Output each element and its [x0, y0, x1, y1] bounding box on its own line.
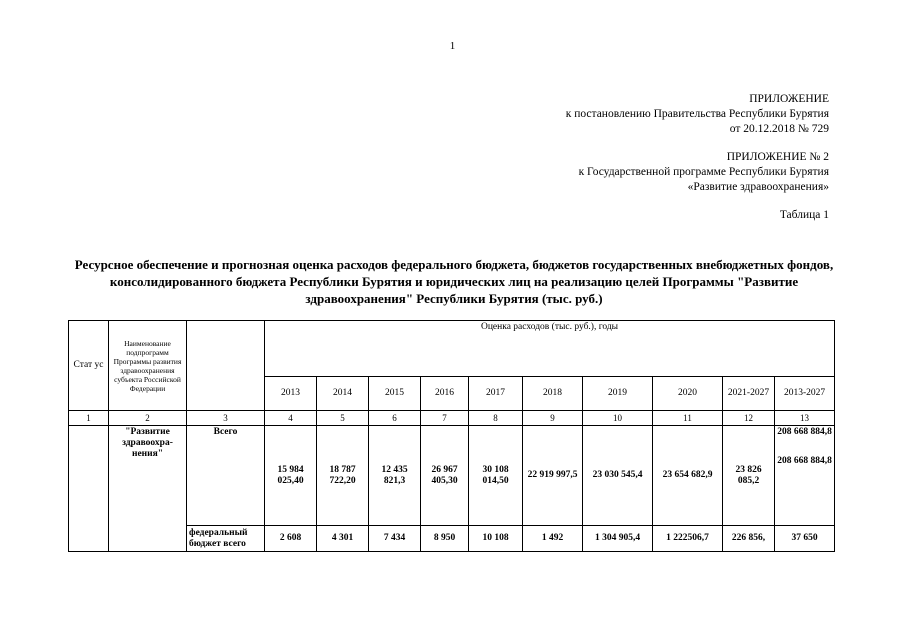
row-label-total: Всего [187, 426, 265, 526]
value-cell: 30 108 014,50 [469, 426, 523, 526]
appendix-decree-title: ПРИЛОЖЕНИЕ [749, 93, 829, 105]
value-cell: 23 826 085,2 [723, 426, 775, 526]
resource-table [68, 320, 835, 552]
value-cell: 26 967 405,30 [421, 426, 469, 526]
value-cell: 37 650 [775, 526, 835, 552]
value-cell: 23 654 682,9 [653, 426, 723, 526]
col-number: 8 [469, 411, 523, 426]
col-number: 6 [369, 411, 421, 426]
row-label-federal: федеральный бюджет всего [187, 526, 265, 552]
appendix-program [579, 150, 829, 195]
value-cell: 18 787 722,20 [317, 426, 369, 526]
page-number: 1 [449, 40, 456, 52]
col-number: 7 [421, 411, 469, 426]
value-cell: 226 856, [723, 526, 775, 552]
appendix-program-title: ПРИЛОЖЕНИЕ № 2 [726, 151, 829, 163]
year-cell: 2019 [583, 377, 653, 411]
col-number: 11 [653, 411, 723, 426]
appendix-decree-line1: к постановлению Правительства Республики Бурятия [565, 108, 829, 120]
document-title: Ресурсное обеспечение и прогнозная оценка расходов федерального бюджета, бюджетов государственных внебюджетных фондов, консолидированного бюджета Республики Бурятия и юридических лиц на реализацию целей Программы "Развитие здравоохранения" Республики Бурятия (тыс. руб.) [74, 257, 834, 306]
col-number: 2 [109, 411, 187, 426]
value-cell: 4 301 [317, 526, 369, 552]
col-number: 9 [523, 411, 583, 426]
header-blank [187, 321, 265, 411]
value-cell: 15 984 025,40 [265, 426, 317, 526]
total-value-a: 208 668 884,8 [777, 427, 832, 437]
value-cell: 1 222506,7 [653, 526, 723, 552]
col-number: 3 [187, 411, 265, 426]
value-total-cell [775, 426, 835, 526]
value-cell: 1 304 905,4 [583, 526, 653, 552]
value-cell: 1 492 [523, 526, 583, 552]
year-cell: 2016 [421, 377, 469, 411]
col-number: 10 [583, 411, 653, 426]
header-name: Наименование подпрограмм Программы развития здравоохранения субъекта Российской Федерации [109, 321, 187, 411]
appendix-program-line2: «Развитие здравоохранения» [687, 181, 829, 193]
value-cell: 8 950 [421, 526, 469, 552]
value-cell: 12 435 821,3 [369, 426, 421, 526]
col-number: 5 [317, 411, 369, 426]
appendix-decree [566, 92, 829, 137]
appendix-program-line1: к Государственной программе Республики Бурятия [578, 166, 829, 178]
value-cell: 2 608 [265, 526, 317, 552]
year-cell: 2017 [469, 377, 523, 411]
program-name: "Развитие здравоохра-нения" [109, 426, 187, 552]
table-row-total [69, 426, 835, 526]
year-cell: 2015 [369, 377, 421, 411]
status-cell [69, 426, 109, 552]
year-cell: 2013 [265, 377, 317, 411]
col-number: 12 [723, 411, 775, 426]
col-number: 13 [775, 411, 835, 426]
value-cell: 7 434 [369, 526, 421, 552]
col-number: 4 [265, 411, 317, 426]
year-cell: 2021-2027 [723, 377, 775, 411]
year-cell: 2014 [317, 377, 369, 411]
total-value-b: 208 668 884,8 [777, 456, 832, 466]
header-status: Стат ус [69, 321, 109, 411]
value-cell: 10 108 [469, 526, 523, 552]
appendix-decree-line2: от 20.12.2018 № 729 [729, 123, 829, 135]
table-label: Таблица 1 [779, 209, 829, 221]
year-cell: 2020 [653, 377, 723, 411]
col-number: 1 [69, 411, 109, 426]
header-estimate: Оценка расходов (тыс. руб.), годы [265, 321, 835, 377]
year-cell: 2013-2027 [775, 377, 835, 411]
value-cell: 22 919 997,5 [523, 426, 583, 526]
year-cell: 2018 [523, 377, 583, 411]
value-cell: 23 030 545,4 [583, 426, 653, 526]
